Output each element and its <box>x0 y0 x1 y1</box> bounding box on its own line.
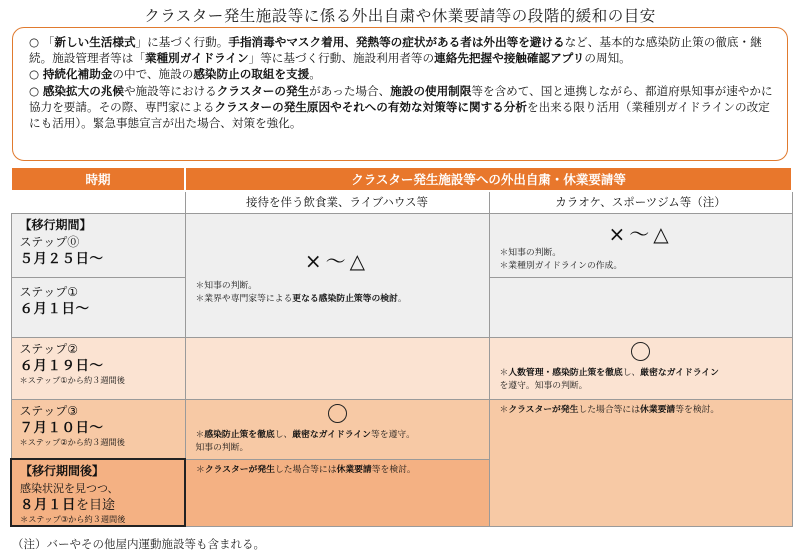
cell-left-stage3: ＊感染防止策を徹底し、厳密なガイドライン等を遵守。 知事の判断。 <box>185 399 489 459</box>
circle-mark <box>631 342 650 361</box>
stage-4: 【移行期間後】 感染状況を見つつ、 ８月１日を目途 ＊ステップ③から約３週間後 <box>11 459 185 526</box>
header-main: クラスター発生施設等への外出自粛・休業要請等 <box>185 167 792 191</box>
bullet-2: ○ 持続化補助金の中で、施設の感染防止の取組を支援。 <box>29 67 321 82</box>
stage-2: ステップ② ６月１９日～ ＊ステップ①から約３週間後 <box>11 337 185 399</box>
cell-right-stage1 <box>489 277 792 337</box>
bullet-3: ○ 感染拡大の兆候や施設等におけるクラスターの発生があった場合、施設の使用制限等を含めて、国と連携しながら、都道府県知事が速やかに協力を要請。その際、専門家によるクラスターの発生原因やそれへの有効な対策等に関する分析を出来る限り活用（業種別ガイドラインの改定にも活用）。緊急事態宣言が出た場合、対策を強化。 <box>29 83 773 131</box>
subheader-right: カラオケ、スポーツジム等（注） <box>489 191 792 213</box>
header-period: 時期 <box>11 167 185 191</box>
footnote: （注）バーやその他屋内運動施設等も含まれる。 <box>12 537 265 551</box>
subheader-left: 接待を伴う飲食業、ライブハウス等 <box>185 191 489 213</box>
cell-left-stage4: ＊クラスターが発生した場合等には休業要請等を検討。 <box>185 459 489 526</box>
cell-left-stage01: ×～△ ＊知事の判断。 ＊業界や専門家等による更なる感染防止策等の検討。 <box>185 213 489 337</box>
subheader-blank <box>11 191 185 213</box>
bullet-1: ○ 「新しい生活様式」に基づく行動。手指消毒やマスク着用、発熱等の症状がある者は外出等を避けるなど、基本的な感染防止策の徹底・継続。施設管理者等は「業種別ガイドライン」等に基づく行動、施設利用者等の連絡先把握や接触確認アプリの周知。 <box>29 35 762 66</box>
stage-1: ステップ① ６月１日～ <box>11 277 185 337</box>
cell-right-stage2: ＊人数管理・感染防止策を徹底し、厳密なガイドライン を遵守。知事の判断。 <box>489 337 792 399</box>
page-title: クラスター発生施設等に係る外出自粛や休業要請等の段階的緩和の目安 <box>144 7 656 25</box>
phase-table <box>10 166 791 530</box>
cell-left-stage2 <box>185 337 489 399</box>
cell-right-stage34: ＊クラスターが発生した場合等には休業要請等を検討。 <box>489 399 792 526</box>
stage-0: 【移行期間】 ステップ⓪ ５月２５日～ <box>11 213 185 277</box>
summary-callout <box>12 27 788 161</box>
stage-3: ステップ③ ７月１０日～ ＊ステップ②から約３週間後 <box>11 399 185 459</box>
cell-right-stage0: ×～△ ＊知事の判断。 ＊業種別ガイドラインの作成。 <box>489 213 792 277</box>
circle-mark <box>328 404 347 423</box>
